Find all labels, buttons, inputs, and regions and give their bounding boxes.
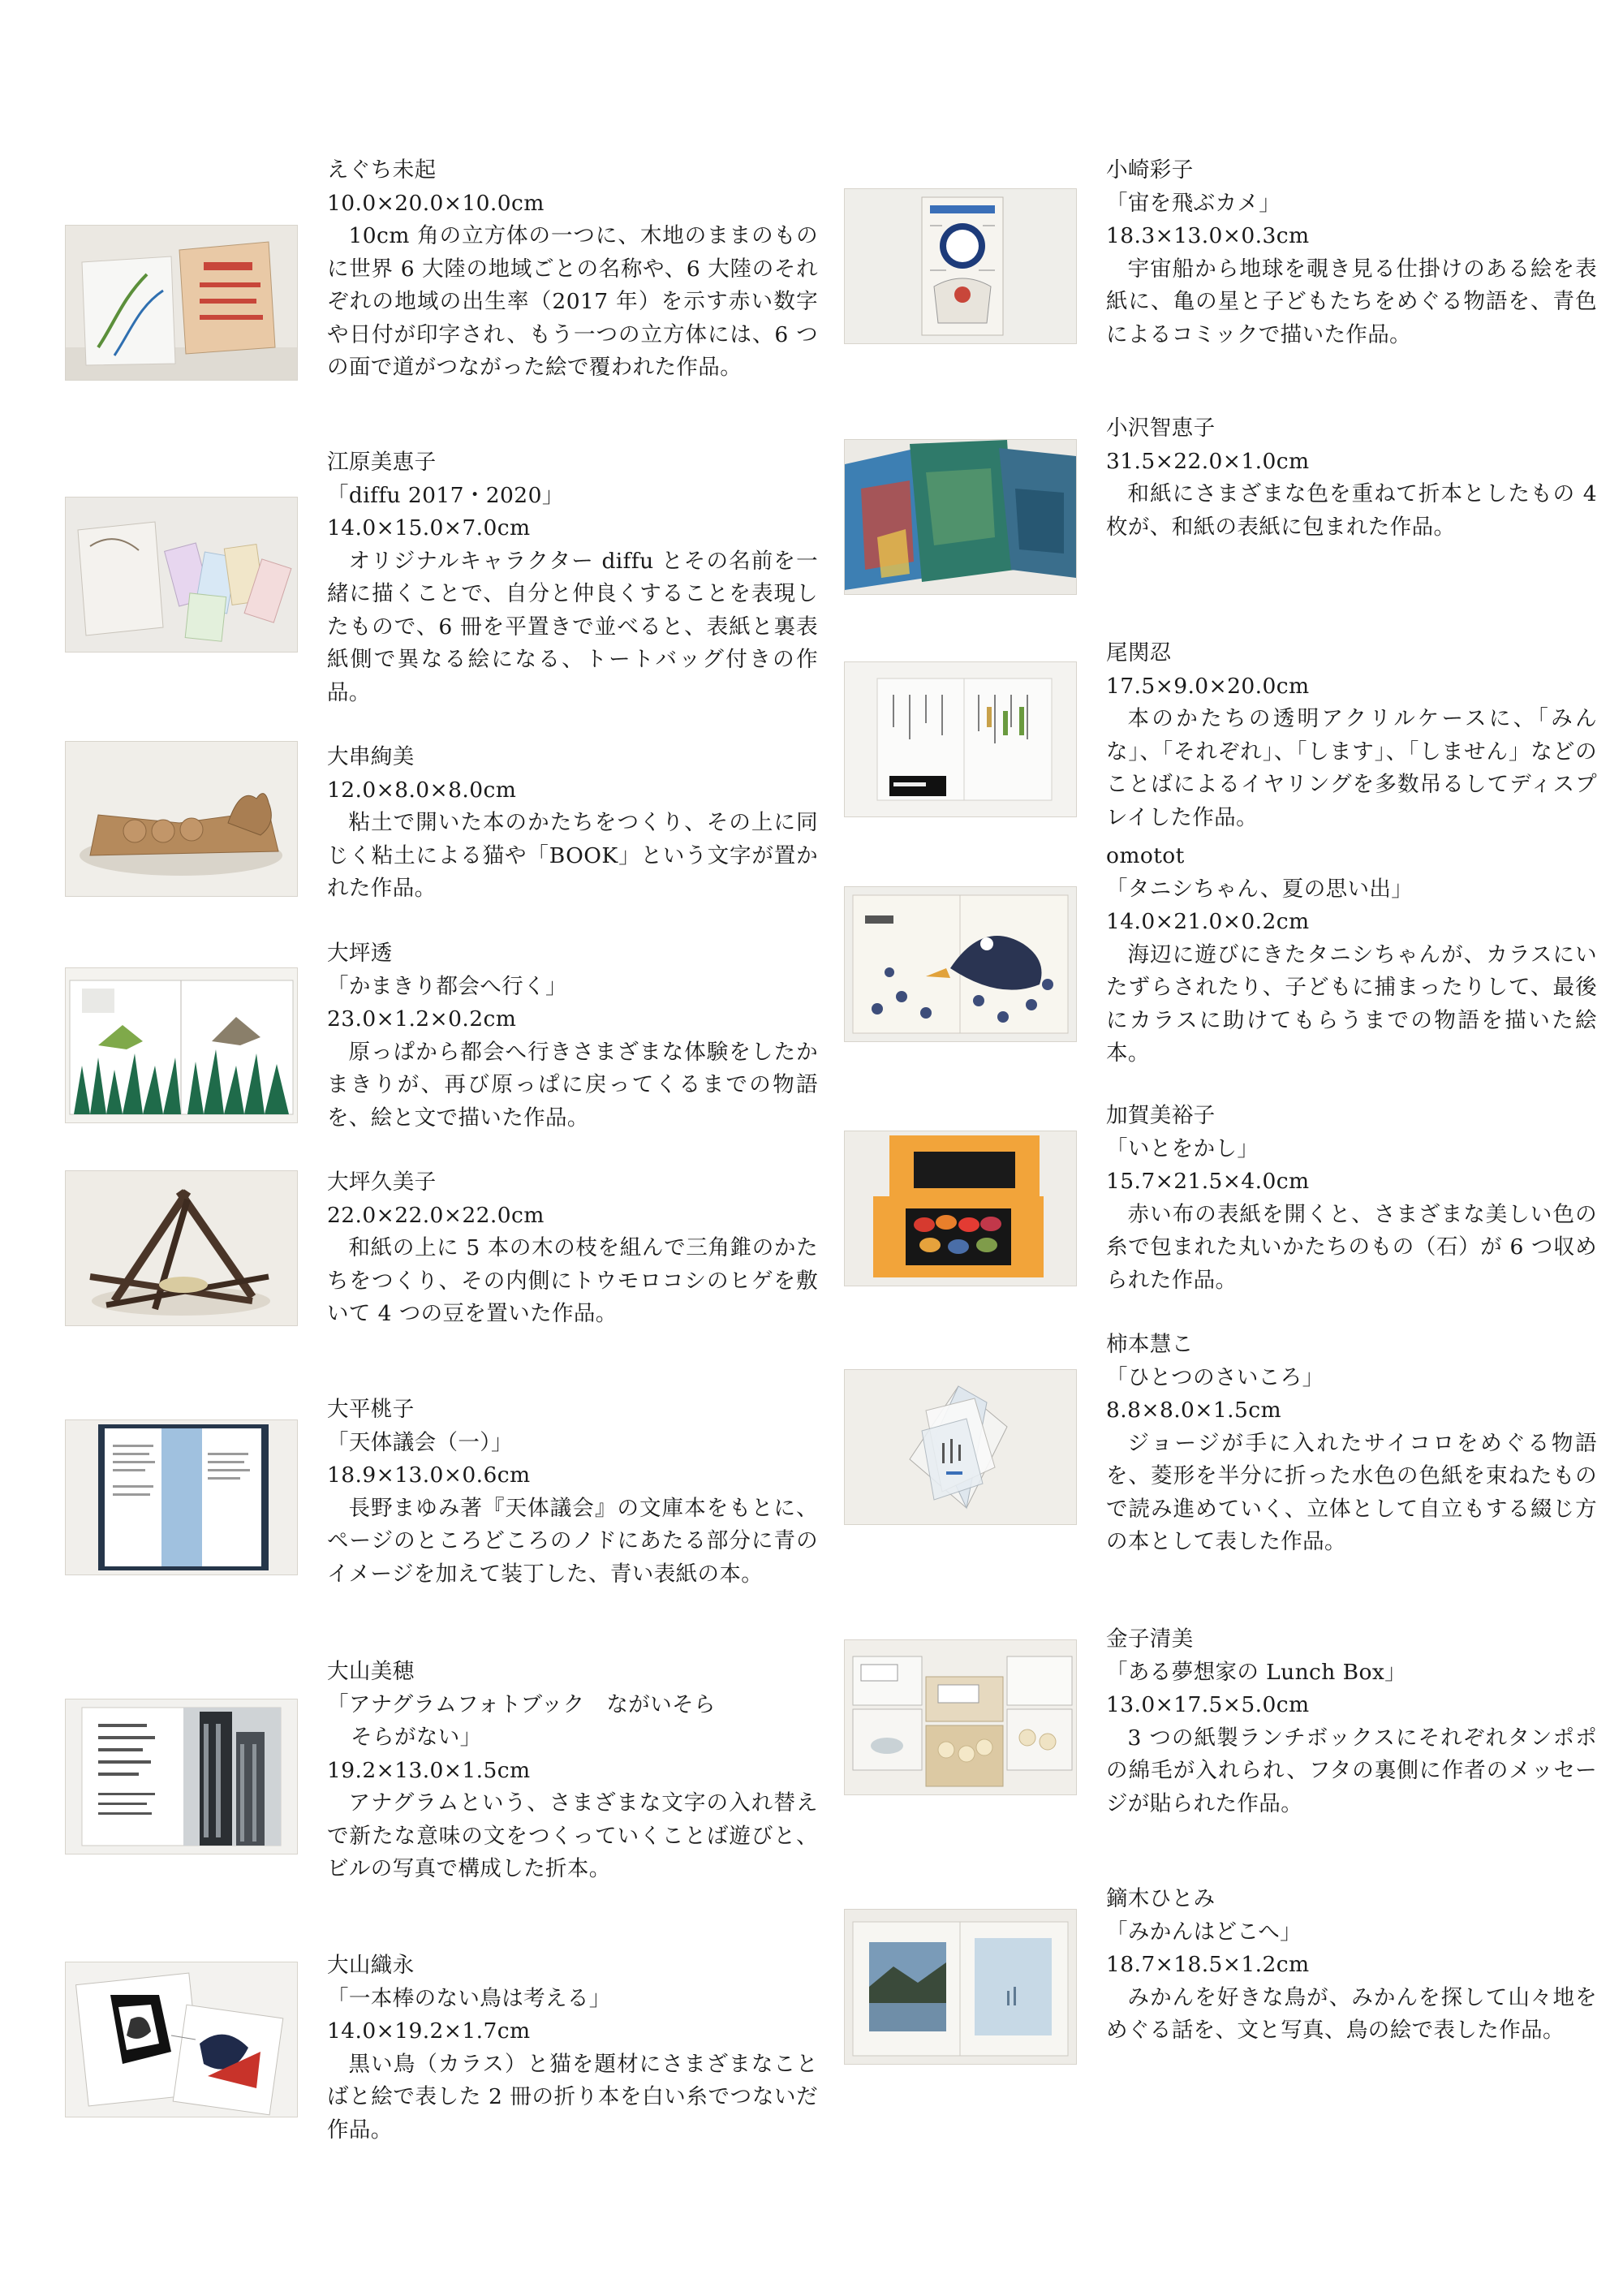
artist-name: omotot <box>1106 843 1185 868</box>
artwork-size: 14.0×21.0×0.2cm <box>1106 909 1310 934</box>
artwork-title: 「一本棒のない鳥は考える」 <box>327 1985 611 2011</box>
artist-name: 大山織永 <box>327 1953 415 1978</box>
artist-name: 柿本慧こ <box>1106 1332 1194 1357</box>
artwork-photo <box>844 1131 1077 1286</box>
artist-name: 大串絢美 <box>327 744 415 769</box>
artwork-text <box>327 1166 818 1331</box>
artwork-size: 18.3×13.0×0.3cm <box>1106 223 1310 248</box>
artwork-description: 原っぱから都会へ行きさまざまな体験をしたかまきりが、再び原っぱに戻ってくるまでの物語を、絵と文で描いた作品。 <box>327 1039 818 1131</box>
artwork-description: みかんを好きな鳥が、みかんを探して山々地をめぐる話を、文と写真、鳥の絵で表した作品。 <box>1106 1984 1597 2043</box>
artwork-photo <box>65 1699 298 1854</box>
artwork-text <box>327 154 818 385</box>
artwork-title: 「タニシちゃん、夏の思い出」 <box>1106 876 1414 902</box>
artwork-size: 19.2×13.0×1.5cm <box>327 1757 531 1783</box>
artwork-photo <box>844 1909 1077 2065</box>
artist-name: 小崎彩子 <box>1106 157 1194 183</box>
artwork-size: 22.0×22.0×22.0cm <box>327 1202 545 1228</box>
artwork-text <box>327 1949 818 2147</box>
artwork-text <box>1106 1100 1597 1297</box>
artwork-description: 本のかたちの透明アクリルケースに、「みんな」、「それぞれ」、「します」、「しません」などのことばによるイヤリングを多数吊るしてディスプレイした作品。 <box>1106 706 1597 830</box>
artwork-photo <box>844 1369 1077 1525</box>
artist-name: 尾関忍 <box>1106 640 1172 666</box>
artwork-photo <box>844 439 1077 595</box>
artwork-title: 「みかんはどこへ」 <box>1106 1919 1302 1945</box>
artwork-description: 和紙にさまざまな色を重ねて折本としたもの 4 枚が、和紙の表紙に包まれた作品。 <box>1106 481 1597 540</box>
artwork-text <box>327 1656 818 1886</box>
artwork-description: 海辺に遊びにきたタニシちゃんが、カラスにいたずらされたり、子どもに捕まったりして、最後にカラスに助けてもらうまでの物語を描いた絵本。 <box>1106 941 1597 1066</box>
artwork-photo <box>844 188 1077 344</box>
artist-name: 金子清美 <box>1106 1626 1194 1652</box>
artwork-size: 12.0×8.0×8.0cm <box>327 777 517 803</box>
artist-name: 加賀美裕子 <box>1106 1103 1216 1128</box>
artwork-size: 14.0×19.2×1.7cm <box>327 2018 531 2044</box>
artwork-title: 「かまきり都会へ行く」 <box>327 973 567 999</box>
artwork-size: 15.7×21.5×4.0cm <box>1106 1169 1310 1194</box>
artwork-description: 赤い布の表紙を開くと、さまざまな美しい色の糸で包まれた丸いかたちのもの（石）が 6 つ収められた作品。 <box>1106 1201 1597 1293</box>
artwork-photo <box>65 497 298 653</box>
artist-name: 大坪透 <box>327 941 393 966</box>
artwork-size: 8.8×8.0×1.5cm <box>1106 1398 1282 1423</box>
artist-name: 大坪久美子 <box>327 1170 437 1195</box>
artwork-description: 黒い鳥（カラス）と猫を題材にさまざまなことばと絵で表した 2 冊の折り本を白い糸でつないだ作品。 <box>327 2051 818 2143</box>
artwork-photo <box>65 1170 298 1326</box>
artwork-text <box>1106 840 1597 1070</box>
artwork-text <box>1106 1883 1597 2048</box>
artwork-title: 「天体議会（一）」 <box>327 1429 513 1455</box>
artwork-size: 14.0×15.0×7.0cm <box>327 515 531 541</box>
artwork-description: 長野まゆみ著『天体議会』の文庫本をもとに、ページのところどころのノドにあたる部分に青のイメージを加えて装丁した、青い表紙の本。 <box>327 1495 818 1587</box>
artwork-photo <box>65 1962 298 2117</box>
artist-name: 小沢智恵子 <box>1106 416 1216 441</box>
artwork-title: 「いとをかし」 <box>1106 1135 1259 1161</box>
artwork-photo <box>65 741 298 897</box>
artwork-size: 13.0×17.5×5.0cm <box>1106 1692 1310 1717</box>
artwork-photo <box>844 886 1077 1042</box>
artwork-title: 「アナグラムフォトブック ながいそら <box>327 1691 716 1717</box>
artwork-description: 和紙の上に 5 本の木の枝を組んで三角錐のかたちをつくり、その内側にトウモロコシのヒゲを敷いて 4 つの豆を置いた作品。 <box>327 1235 818 1326</box>
artwork-description: ジョージが手に入れたサイコロをめぐる物語を、菱形を半分に折った水色の色紙を束ねたもので読み進めていく、立体として自立もする綴じ方の本として表した作品。 <box>1106 1430 1597 1554</box>
artwork-text <box>327 741 818 906</box>
artist-name: えぐち未起 <box>327 157 437 183</box>
artwork-title: 「ひとつのさいころ」 <box>1106 1364 1324 1390</box>
artwork-photo <box>844 1639 1077 1795</box>
artwork-description: アナグラムという、さまざまな文字の入れ替えで新たな意味の文をつくっていくことば遊びと、ビルの写真で構成した折本。 <box>327 1790 818 1881</box>
artwork-description: 10cm 角の立方体の一つに、木地のままのものに世界 6 大陸の地域ごとの名称や、6 大陸のそれぞれの地域の出生率（2017 年）を示す赤い数字や日付が印字され、もう一つの立方体には、6 つの面で道がつながった絵で覆われた作品。 <box>327 223 818 380</box>
artwork-text <box>327 446 818 709</box>
artist-name: 江原美恵子 <box>327 450 437 475</box>
artwork-text <box>327 937 818 1135</box>
artwork-size: 10.0×20.0×10.0cm <box>327 190 545 216</box>
artist-name: 大山美穂 <box>327 1659 415 1684</box>
artwork-photo <box>65 225 298 381</box>
artwork-description: オリジナルキャラクター diffu とその名前を一緒に描くことで、自分と仲良くすることを表現したもので、6 冊を平置きで並べると、表紙と裏表紙側で異なる絵になる、トートバッグ付きの作品。 <box>327 548 818 705</box>
artwork-description: 3 つの紙製ランチボックスにそれぞれタンポポの綿毛が入れられ、フタの裏側に作者のメッセージが貼られた作品。 <box>1106 1725 1597 1816</box>
artwork-text <box>1106 637 1597 834</box>
artwork-photo <box>844 661 1077 817</box>
artwork-size: 18.7×18.5×1.2cm <box>1106 1952 1310 1977</box>
artist-name: 鏑木ひとみ <box>1106 1886 1216 1911</box>
artwork-title: 「ある夢想家の Lunch Box」 <box>1106 1659 1407 1685</box>
artwork-text <box>1106 1623 1597 1820</box>
artwork-size: 23.0×1.2×0.2cm <box>327 1006 517 1032</box>
artwork-text <box>1106 412 1597 544</box>
artwork-photo <box>65 967 298 1123</box>
artwork-title: 「宙を飛ぶカメ」 <box>1106 190 1281 216</box>
artwork-text <box>327 1394 818 1591</box>
artwork-title: 「diffu 2017・2020」 <box>327 482 564 508</box>
artwork-text <box>1106 1329 1597 1559</box>
artwork-size: 18.9×13.0×0.6cm <box>327 1462 531 1488</box>
artist-name: 大平桃子 <box>327 1397 415 1422</box>
artwork-photo <box>65 1419 298 1575</box>
artwork-size: 31.5×22.0×1.0cm <box>1106 448 1310 474</box>
artwork-text <box>1106 154 1597 351</box>
artwork-description: 宇宙船から地球を覗き見る仕掛けのある絵を表紙に、亀の星と子どもたちをめぐる物語を、青色によるコミックで描いた作品。 <box>1106 256 1597 347</box>
artwork-size: 17.5×9.0×20.0cm <box>1106 673 1310 699</box>
artwork-title-continued: そらがない」 <box>351 1725 482 1750</box>
artwork-description: 粘土で開いた本のかたちをつくり、その上に同じく粘土による猫や「BOOK」という文字が置かれた作品。 <box>327 810 818 901</box>
